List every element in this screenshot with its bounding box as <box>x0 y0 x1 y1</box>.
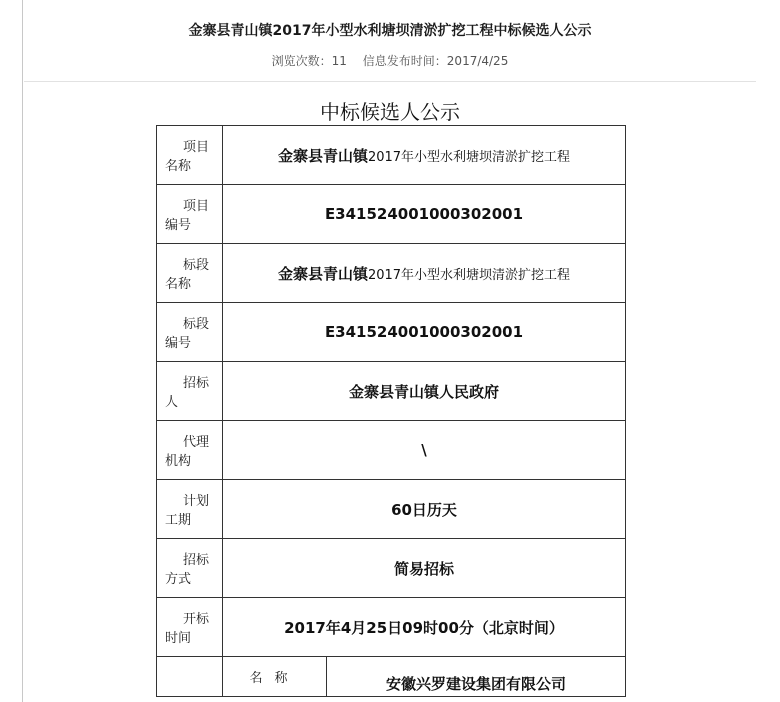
label-line-1: 代理 <box>182 434 209 450</box>
value-main: E341524001000302001 <box>324 205 524 223</box>
row-tender-method <box>157 539 626 598</box>
row-candidate-name <box>157 657 626 697</box>
label-line-1: 招标 <box>182 375 209 391</box>
value-main: E341524001000302001 <box>324 323 524 341</box>
value-cell <box>223 480 626 539</box>
label-cell <box>157 126 223 185</box>
candidate-name-label: 名称 <box>223 657 327 697</box>
value-cell <box>223 185 626 244</box>
label-line-1: 项目 <box>182 198 209 214</box>
views-label: 浏览次数： <box>271 54 332 68</box>
label-line-2: 方式 <box>165 571 192 587</box>
value-cell <box>223 421 626 480</box>
value-main: 简易招标 <box>393 559 454 578</box>
row-section-name <box>157 244 626 303</box>
value-main: \ <box>421 441 427 459</box>
value-main: 60日历天 <box>391 500 457 519</box>
label-line-1: 标段 <box>182 316 209 332</box>
header-divider <box>24 81 756 82</box>
label-cell <box>157 421 223 480</box>
row-section-number <box>157 303 626 362</box>
label-line-2: 人 <box>165 394 179 410</box>
label-cell <box>157 185 223 244</box>
value-main: 金寨县青山镇 <box>277 146 368 165</box>
label-line-2: 时间 <box>165 630 192 646</box>
row-project-name <box>157 126 626 185</box>
label-cell <box>157 244 223 303</box>
candidate-table <box>156 125 626 697</box>
label-line-2: 编号 <box>165 217 192 233</box>
label-cell <box>157 303 223 362</box>
label-line-2: 机构 <box>165 453 192 469</box>
article-meta <box>0 52 780 69</box>
label-line-2: 编号 <box>165 335 192 351</box>
value-main: 金寨县青山镇 <box>277 264 368 283</box>
value-small: 2017年小型水利塘坝清淤扩挖工程 <box>367 149 571 165</box>
publish-info <box>363 54 509 68</box>
views <box>272 54 347 68</box>
row-tenderer <box>157 362 626 421</box>
label-cell <box>157 539 223 598</box>
row-agency <box>157 421 626 480</box>
value-cell <box>223 244 626 303</box>
value-main: 金寨县青山镇人民政府 <box>348 382 499 401</box>
value-cell <box>223 539 626 598</box>
label-line-1: 计划 <box>182 493 209 509</box>
label-cell <box>157 480 223 539</box>
candidate-blank-cell <box>157 657 223 697</box>
row-duration <box>157 480 626 539</box>
row-project-number <box>157 185 626 244</box>
value-cell <box>223 126 626 185</box>
candidate-name-value: 安徽兴罗建设集团有限公司 <box>327 657 626 697</box>
label-line-2: 名称 <box>165 158 192 174</box>
label-line-1: 项目 <box>182 139 209 155</box>
label-line-2: 名称 <box>165 276 192 292</box>
publish-date: 2017/4/25 <box>446 54 509 68</box>
views-count: 11 <box>331 54 347 68</box>
value-main: 2017年4月25日09时00分（北京时间） <box>284 618 564 637</box>
label-cell <box>157 362 223 421</box>
publish-label: 信息发布时间： <box>362 54 447 68</box>
label-line-2: 工期 <box>165 512 192 528</box>
label-line-1: 开标 <box>182 611 209 627</box>
row-opening-time <box>157 598 626 657</box>
label-line-1: 招标 <box>182 552 209 568</box>
document-heading: 中标候选人公示 <box>320 100 460 124</box>
value-cell <box>223 598 626 657</box>
label-cell <box>157 598 223 657</box>
value-cell <box>223 303 626 362</box>
label-line-1: 标段 <box>182 257 209 273</box>
page-title: 金寨县青山镇2017年小型水利塘坝清淤扩挖工程中标候选人公示 <box>188 23 592 39</box>
value-small: 2017年小型水利塘坝清淤扩挖工程 <box>367 267 571 283</box>
value-cell <box>223 362 626 421</box>
